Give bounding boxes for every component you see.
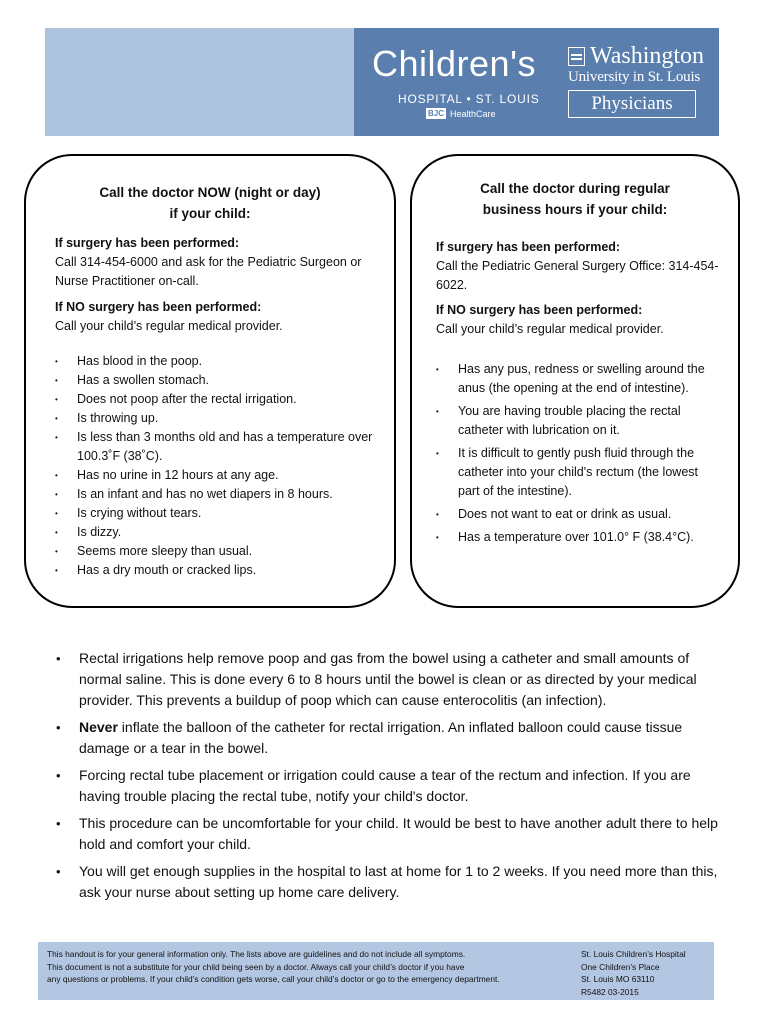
list-item: • Does not poop after the rectal irrigation. — [55, 390, 385, 409]
list-item: • Is an infant and has no wet diapers in 8 hours. — [55, 485, 385, 504]
business-hours-title — [412, 178, 738, 220]
list-item: • Is throwing up. — [55, 409, 385, 428]
call-now-title-line2: if your child: — [169, 206, 251, 221]
disclaimer — [47, 948, 567, 986]
list-item: • This procedure can be uncomfortable for your child. It would be best to have another adult there to help hold and comfort your child. — [56, 813, 720, 855]
never-text: inflate the balloon of the catheter for rectal irrigation. An inflated balloon could cause tissue damage or a tear in the bowel. — [79, 719, 683, 756]
list-item: • Forcing rectal tube placement or irrigation could cause a tear of the rectum and infection. If you are having trouble placing the rectal tube, notify your child's doctor. — [56, 765, 720, 807]
list-item: • Seems more sleepy than usual. — [55, 542, 385, 561]
list-item: • Has a dry mouth or cracked lips. — [55, 561, 385, 580]
washington-university-logo — [568, 44, 704, 68]
disclaimer-line: This handout is for your general information only. The lists above are guidelines and do not include all symptoms. — [47, 949, 466, 959]
bjc-text: HealthCare — [450, 108, 496, 119]
banner-logo-block — [354, 28, 719, 136]
university-subtitle: University in St. Louis — [568, 69, 701, 85]
washington-name: Washington — [590, 43, 705, 69]
surgery-heading: If surgery has been performed: — [436, 240, 621, 254]
business-hours-symptom-list — [436, 360, 718, 551]
list-item — [56, 717, 720, 759]
address-line: One Children’s Place — [581, 961, 660, 972]
bjc-healthcare-logo — [426, 108, 496, 119]
list-item: • Has no urine in 12 hours at any age. — [55, 466, 385, 485]
list-item: • Has a swollen stomach. — [55, 371, 385, 390]
document-code: R5482 03-2015 — [581, 986, 639, 997]
address-line: St. Louis Children’s Hospital — [581, 949, 686, 959]
call-now-panel — [24, 154, 396, 608]
disclaimer-line: This document is not a substitute for your child being seen by a doctor. Always call your child’s doctor if you have — [47, 961, 465, 972]
list-item: • Is dizzy. — [55, 523, 385, 542]
no-surgery-instructions: Call your child’s regular medical provider. — [55, 319, 283, 333]
no-surgery-instructions: Call your child’s regular medical provider. — [436, 322, 664, 336]
irrigation-info-list — [56, 648, 720, 909]
call-now-title — [26, 182, 394, 224]
banner-light-block — [45, 28, 354, 136]
list-item: • You are having trouble placing the rectal catheter with lubrication on it. — [436, 402, 718, 440]
no-surgery-heading: If NO surgery has been performed: — [436, 303, 643, 317]
list-item: • Is less than 3 months old and has a temperature over 100.3˚F (38˚C). — [55, 428, 385, 466]
childrens-hospital-subtitle: HOSPITAL • ST. LOUIS — [398, 92, 540, 106]
business-hours-panel — [410, 154, 740, 608]
list-item: • You will get enough supplies in the hospital to last at home for 1 to 2 weeks. If you need more than this, ask your nurse about setting up home care delivery. — [56, 861, 720, 903]
physicians-label: Physicians — [568, 90, 696, 118]
surgery-instructions: Call the Pediatric General Surgery Office: 314-454-6022. — [436, 259, 719, 292]
never-emphasis: Never — [79, 719, 118, 735]
list-item: • Is crying without tears. — [55, 504, 385, 523]
call-now-title-line1: Call the doctor NOW (night or day) — [99, 185, 321, 200]
no-surgery-heading: If NO surgery has been performed: — [55, 300, 262, 314]
university-shield-icon — [568, 47, 585, 66]
list-item: • Has blood in the poop. — [55, 352, 385, 371]
list-item: • Does not want to eat or drink as usual. — [436, 505, 718, 524]
address-line: St. Louis MO 63110 — [581, 974, 655, 984]
surgery-heading: If surgery has been performed: — [55, 236, 240, 250]
footer-bar — [38, 942, 714, 1000]
list-item: • Rectal irrigations help remove poop and gas from the bowel using a catheter and small amounts of normal saline. This is done every 6 to 8 hours until the bowel is clean or as directed by your medical provider. This prevents a buildup of poop which can cause enterocolitis (an infection). — [56, 648, 720, 711]
surgery-instructions: Call 314-454-6000 and ask for the Pediatric Surgeon or Nurse Practitioner on-call. — [55, 255, 362, 288]
list-item: • Has a temperature over 101.0° F (38.4°C). — [436, 528, 718, 547]
header-banner — [45, 28, 719, 136]
list-item: • Has any pus, redness or swelling around the anus (the opening at the end of intestine). — [436, 360, 718, 398]
bjc-mark: BJC — [428, 109, 445, 118]
disclaimer-line: any questions or problems. If your child’s condition gets worse, call your child’s doctor or go to the emergency department. — [47, 974, 500, 984]
business-hours-title-line2: business hours if your child: — [482, 202, 668, 217]
childrens-hospital-logo: Children's — [372, 43, 536, 84]
business-hours-title-line1: Call the doctor during regular — [480, 181, 670, 196]
hospital-address — [581, 948, 711, 998]
list-item: • It is difficult to gently push fluid through the catheter into your child's rectum (the lowest part of the intestine). — [436, 444, 718, 501]
call-now-symptom-list — [55, 352, 385, 580]
